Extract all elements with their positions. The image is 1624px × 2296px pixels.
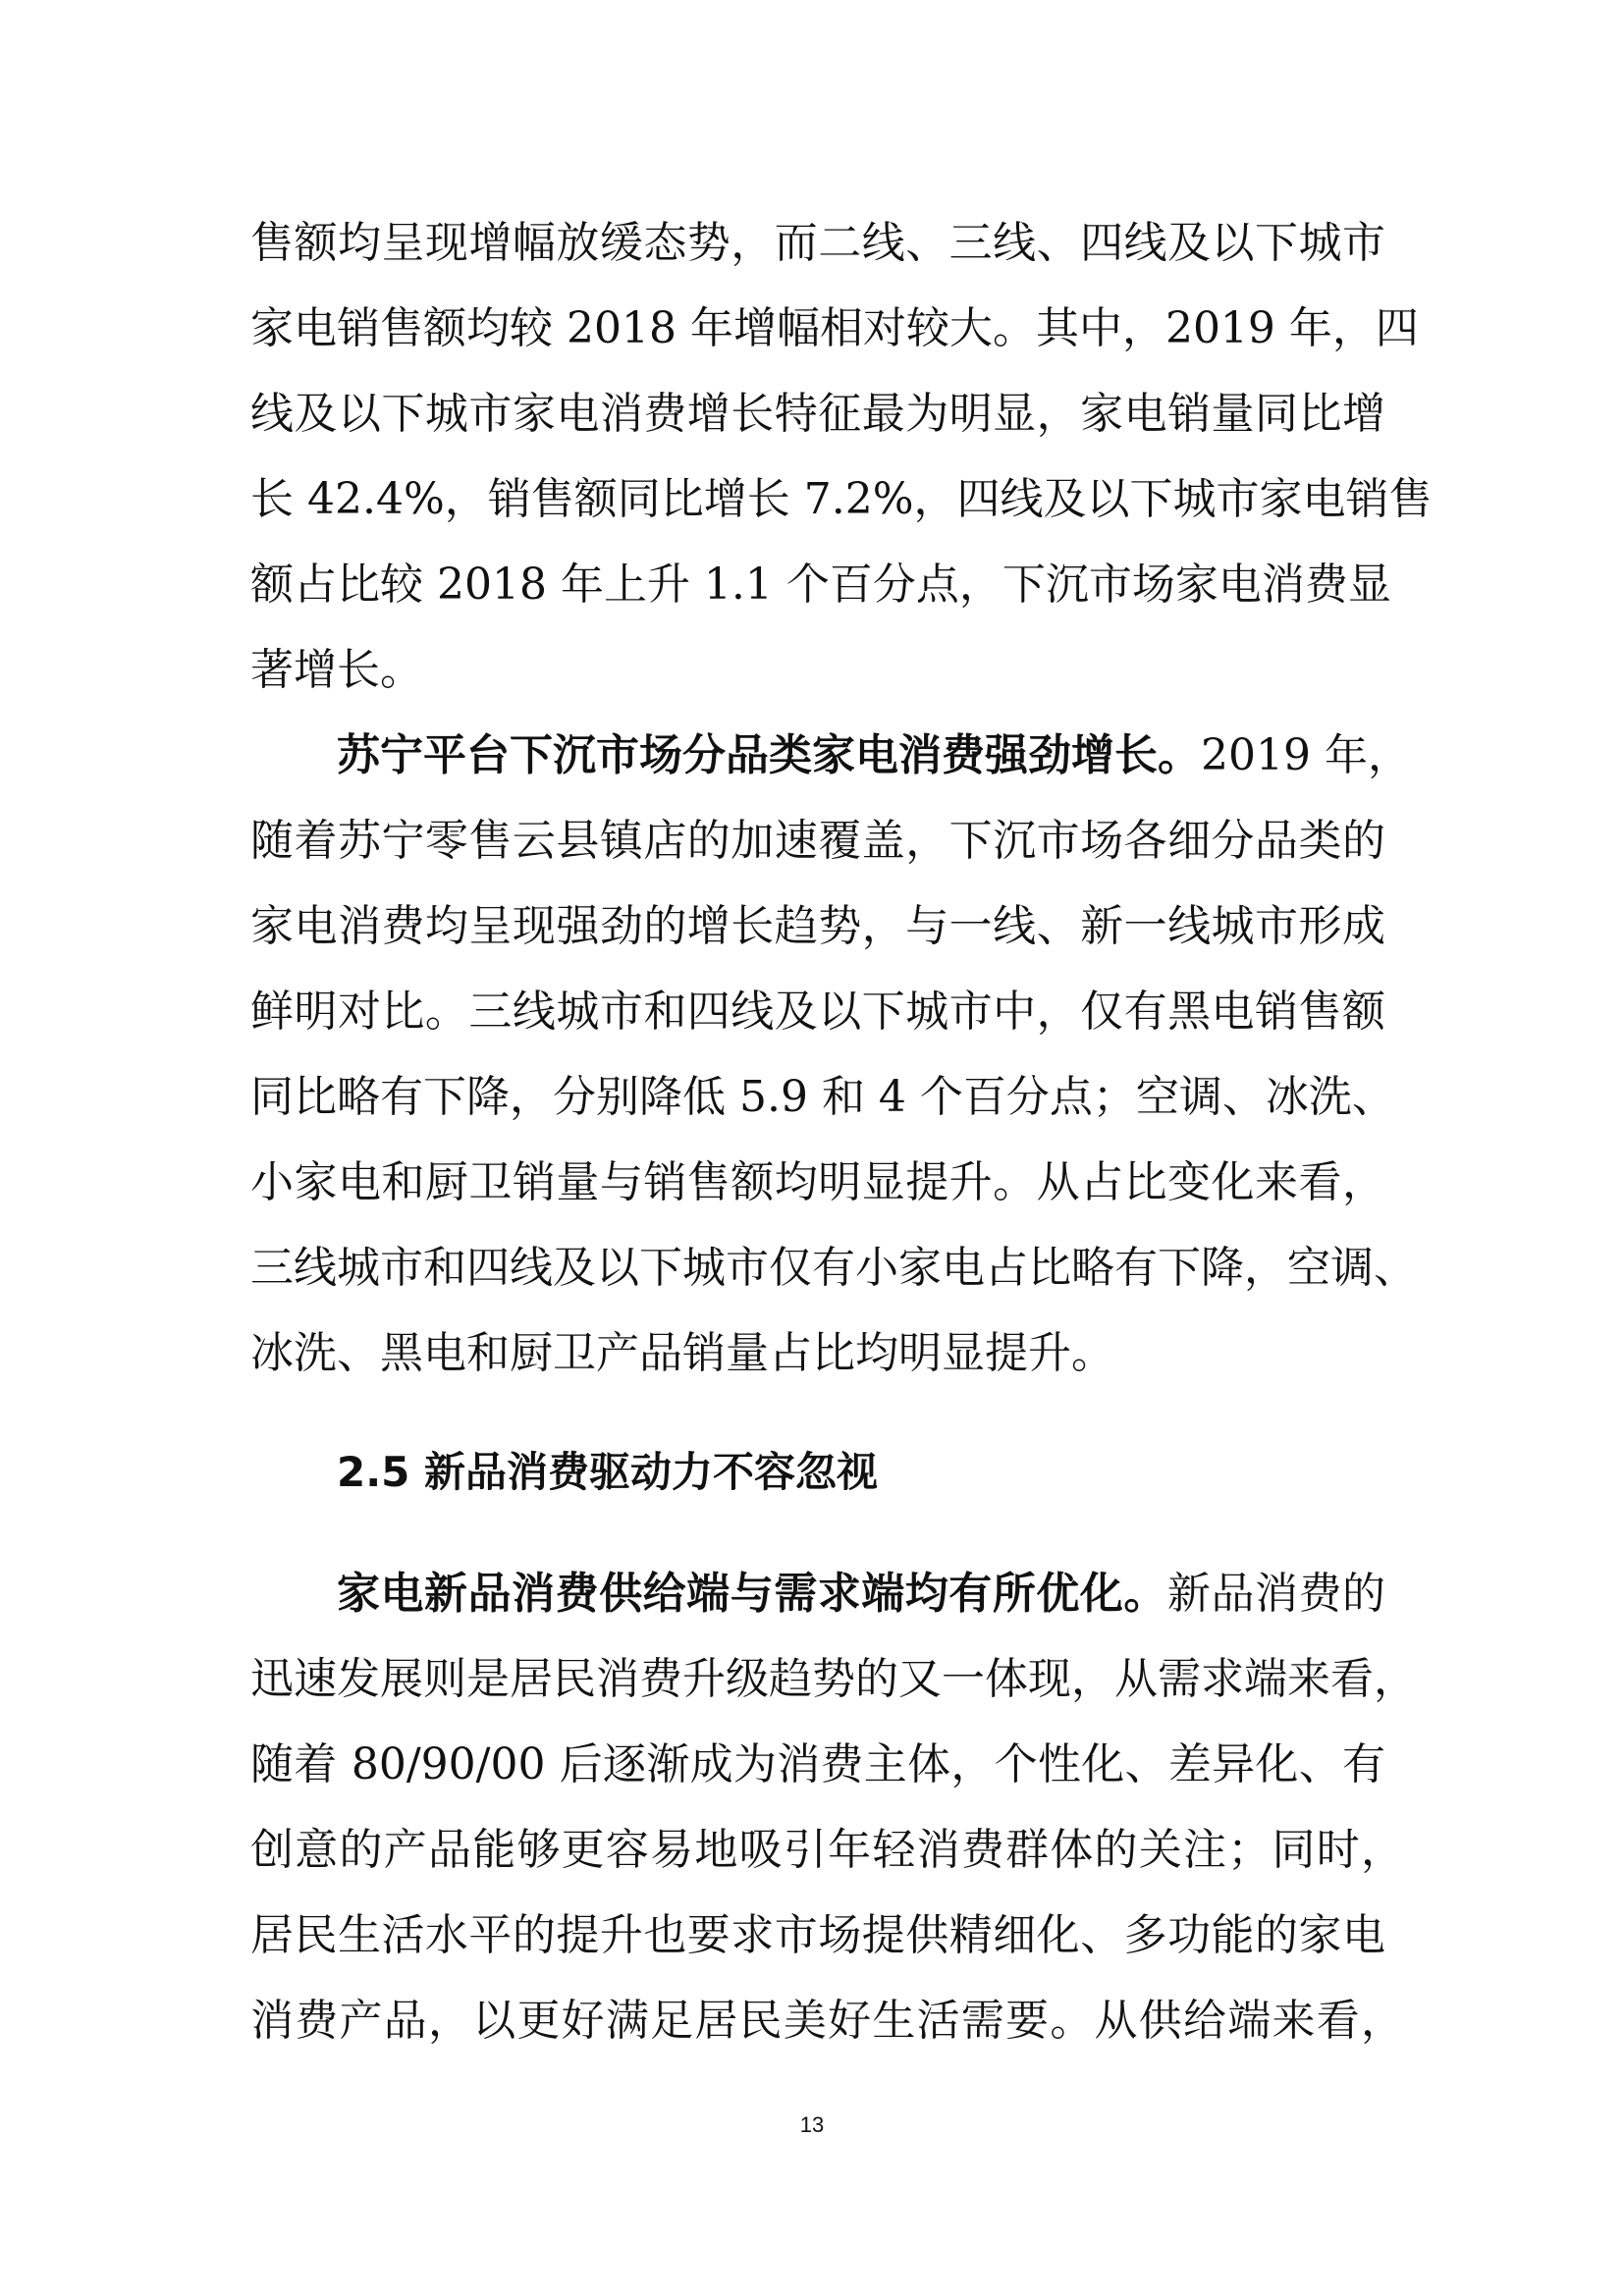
lead-rest: 新品消费的 xyxy=(1166,1569,1386,1619)
text-line: 消费产品，以更好满足居民美好生活需要。从供给端来看， xyxy=(250,1996,1404,2046)
text-line: 家电销售额均较 2018 年增幅相对较大。其中，2019 年，四 xyxy=(250,303,1419,353)
text-line: 随着苏宁零售云县镇店的加速覆盖，下沉市场各细分品类的 xyxy=(250,816,1385,866)
text-line: 线及以下城市家电消费增长特征最为明显，家电销量同比增 xyxy=(250,389,1385,439)
page-number: 13 xyxy=(799,2112,825,2137)
text-line: 长 42.4%，销售额同比增长 7.2%，四线及以下城市家电销售 xyxy=(250,474,1433,524)
text-line: 著增长。 xyxy=(250,645,423,695)
text-line: 售额均呈现增幅放缓态势，而二线、三线、四线及以下城市 xyxy=(250,218,1385,268)
text-line-lead xyxy=(337,1565,1385,1624)
text-line: 冰洗、黑电和厨卫产品销量占比均明显提升。 xyxy=(250,1328,1114,1378)
text-line: 额占比较 2018 年上升 1.1 个百分点，下沉市场家电消费显 xyxy=(250,560,1391,610)
lead-sentence-bold: 家电新品消费供给端与需求端均有所优化。 xyxy=(337,1569,1167,1619)
text-line: 居民生活水平的提升也要求市场提供精细化、多功能的家电 xyxy=(250,1910,1385,1960)
lead-rest: 2019 年， xyxy=(1201,730,1411,780)
text-line-lead xyxy=(337,726,1411,785)
text-line: 创意的产品能够更容易地吸引年轻消费群体的关注；同时， xyxy=(250,1825,1404,1875)
text-line: 小家电和厨卫销量与销售额均明显提升。从占比变化来看， xyxy=(250,1157,1385,1207)
section-heading: 2.5 新品消费驱动力不容忽视 xyxy=(337,1448,879,1496)
text-line: 迅速发展则是居民消费升级趋势的又一体现，从需求端来看， xyxy=(250,1654,1417,1704)
text-line: 三线城市和四线及以下城市仅有小家电占比略有下降，空调、 xyxy=(250,1243,1417,1293)
text-line: 鲜明对比。三线城市和四线及以下城市中，仅有黑电销售额 xyxy=(250,987,1385,1037)
text-line: 随着 80/90/00 后逐渐成为消费主体，个性化、差异化、有 xyxy=(250,1739,1385,1789)
lead-sentence-bold: 苏宁平台下沉市场分品类家电消费强劲增长。 xyxy=(337,730,1201,780)
text-line: 家电消费均呈现强劲的增长趋势，与一线、新一线城市形成 xyxy=(250,901,1385,951)
text-line: 同比略有下降，分别降低 5.9 和 4 个百分点；空调、冰洗、 xyxy=(250,1072,1395,1122)
